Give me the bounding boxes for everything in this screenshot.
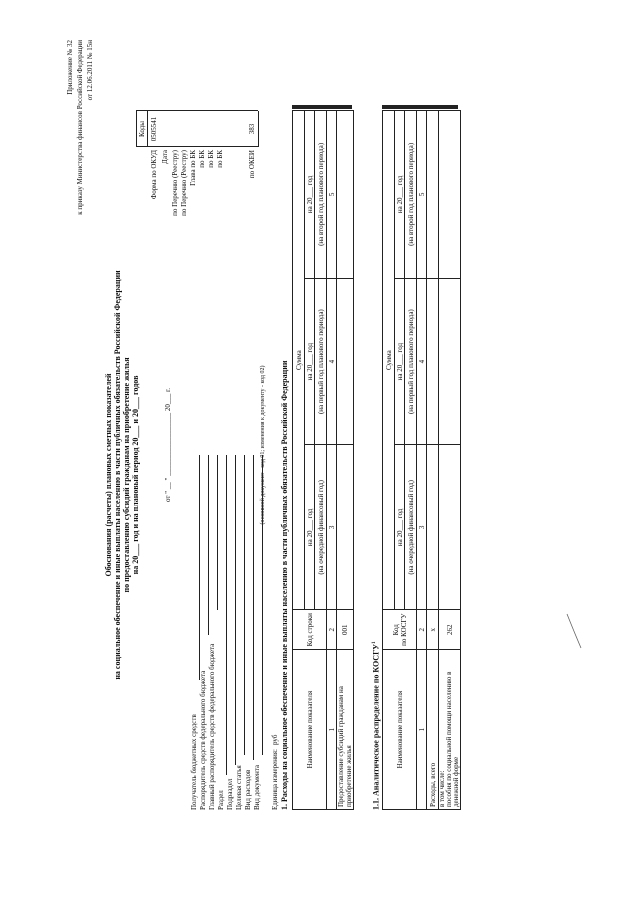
s11-col-sum: Сумма xyxy=(383,111,395,610)
s11-col-y3b: (на второй год планового периода) xyxy=(405,111,417,279)
s11-num-3: 3 xyxy=(417,445,427,610)
field-doc-type: Вид документа xyxy=(253,764,261,810)
s11-num-2: 2 xyxy=(417,610,427,650)
s11-num-4: 4 xyxy=(417,278,427,445)
field-subsection: Подраздел xyxy=(226,778,234,810)
s1-col-y3b: (на второй год планового периода) xyxy=(315,111,327,279)
s1-col-y3a: на 20___ год xyxy=(305,111,315,279)
s11-row-item-code: 262 xyxy=(439,610,461,650)
s11-col-y2b: (на первый год планового периода) xyxy=(405,278,417,445)
s1-num-4: 4 xyxy=(327,278,337,445)
units-value: руб xyxy=(271,734,279,745)
codes-label-bk1: по БК xyxy=(198,150,206,168)
s11-row-total-y1[interactable] xyxy=(427,445,439,610)
s1-col-sum: Сумма xyxy=(293,111,305,610)
s11-num-1: 1 xyxy=(417,650,427,810)
s1-row-y2[interactable] xyxy=(337,278,354,445)
s11-col-y1a: на 20___ год xyxy=(395,445,405,610)
codes-value-okei: 383 xyxy=(248,123,256,135)
title-line2: на социальное обеспечение и иные выплаты населению в части публичных обязательств Российской Федерации xyxy=(113,270,122,680)
title-line3: по предоставлению субсидий гражданам на приобретение жилья xyxy=(122,357,131,593)
s1-col-y1a: на 20___ год xyxy=(305,445,315,610)
section1-table xyxy=(292,110,354,810)
s11-col-code: Код по КОСГУ xyxy=(383,610,417,650)
codes-label-okei: по ОКЕИ xyxy=(248,150,256,179)
codes-label-register1: по Перечню (Реестру) xyxy=(171,150,179,216)
annex-line3: от 12.06.2011 № 15н xyxy=(86,40,94,101)
s11-row-total-code: x xyxy=(427,610,439,650)
section11-title: 1.1. Аналитическое распределение по КОСГУ$^1$ xyxy=(371,641,381,810)
s11-row-total-y2[interactable] xyxy=(427,278,439,445)
s11-row-item-y2[interactable] xyxy=(439,278,461,445)
s1-row-code: 001 xyxy=(337,610,354,650)
s11-right-bar xyxy=(382,105,458,109)
codes-label-chapter: Глава по БК xyxy=(189,150,197,186)
s11-col-name: Наименование показателя xyxy=(383,650,417,810)
field-expense-type: Вид расходов xyxy=(244,769,252,810)
annex-line2: к приказу Министерства финансов Российской Федерации xyxy=(76,40,84,215)
s11-row-item-y1[interactable] xyxy=(439,445,461,610)
annex-line1: Приложение № 32 xyxy=(66,40,74,95)
s11-row-item-y3[interactable] xyxy=(439,111,461,279)
codes-label-date: Дата xyxy=(161,150,169,164)
s1-row-y3[interactable] xyxy=(337,111,354,279)
title-line4: на 20___ год и на плановый период 20___ и 20___ годов xyxy=(131,375,140,575)
field-distributor: Распорядитель средств федерального бюджета xyxy=(199,670,207,810)
s11-num-5: 5 xyxy=(417,111,427,279)
s1-num-5: 5 xyxy=(327,111,337,279)
s1-row-name: Предоставление субсидий гражданам на приобретение жилья xyxy=(337,650,354,810)
s11-col-y1b: (на очередной финансовый год) xyxy=(405,445,417,610)
s1-num-2: 2 xyxy=(327,610,337,650)
s1-row-y1[interactable] xyxy=(337,445,354,610)
s11-col-y3a: на 20___ год xyxy=(395,111,405,279)
field-target: Целевая статья xyxy=(235,765,243,810)
s1-num-3: 3 xyxy=(327,445,337,610)
date-line: от " __ " __________________ 20___ г. xyxy=(164,388,172,503)
s11-col-y2a: на 20___ год xyxy=(395,278,405,445)
codes-header: Коды xyxy=(138,121,146,137)
s1-col-code: Код строки xyxy=(293,610,327,650)
codes-label-bk3: по БК xyxy=(216,150,224,168)
field-main-distributor: Главный распорядитель средств федерального бюджета xyxy=(208,643,216,810)
field-section: Раздел xyxy=(217,790,225,810)
pen-mark-icon xyxy=(565,612,585,652)
s1-col-name: Наименование показателя xyxy=(293,650,327,810)
s11-row-total-y3[interactable] xyxy=(427,111,439,279)
doc-type-note: (основной документ - код 01; изменения к документу - код 02) xyxy=(260,365,266,525)
section11-table xyxy=(382,110,461,810)
s1-col-y2b: (на первый год планового периода) xyxy=(315,278,327,445)
codes-value-okud: 0505541 xyxy=(150,116,158,142)
codes-label-bk2: по БК xyxy=(207,150,215,168)
units-label: Единица измерения: xyxy=(271,749,279,810)
s1-num-1: 1 xyxy=(327,650,337,810)
codes-label-register2: по Перечню (Реестру) xyxy=(180,150,188,216)
s1-col-y2a: на 20___ год xyxy=(305,278,315,445)
s11-row-item: в том числе: пособия по социальной помощи населению в денежной форме xyxy=(439,650,461,810)
field-recipient: Получатель бюджетных средств xyxy=(190,714,198,810)
s1-col-y1b: (на очередной финансовый год) xyxy=(315,445,327,610)
s1-right-bar xyxy=(292,105,352,109)
s11-row-total: Расходы, всего xyxy=(427,650,439,810)
title-line1: Обоснования (расчеты) плановых сметных показателей xyxy=(104,373,113,577)
codes-label-okud: Форма по ОКУД xyxy=(150,150,158,200)
section1-title: 1. Расходы на социальное обеспечение и иные выплаты населению в части публичных обязательств Российской Федерации xyxy=(280,360,289,810)
